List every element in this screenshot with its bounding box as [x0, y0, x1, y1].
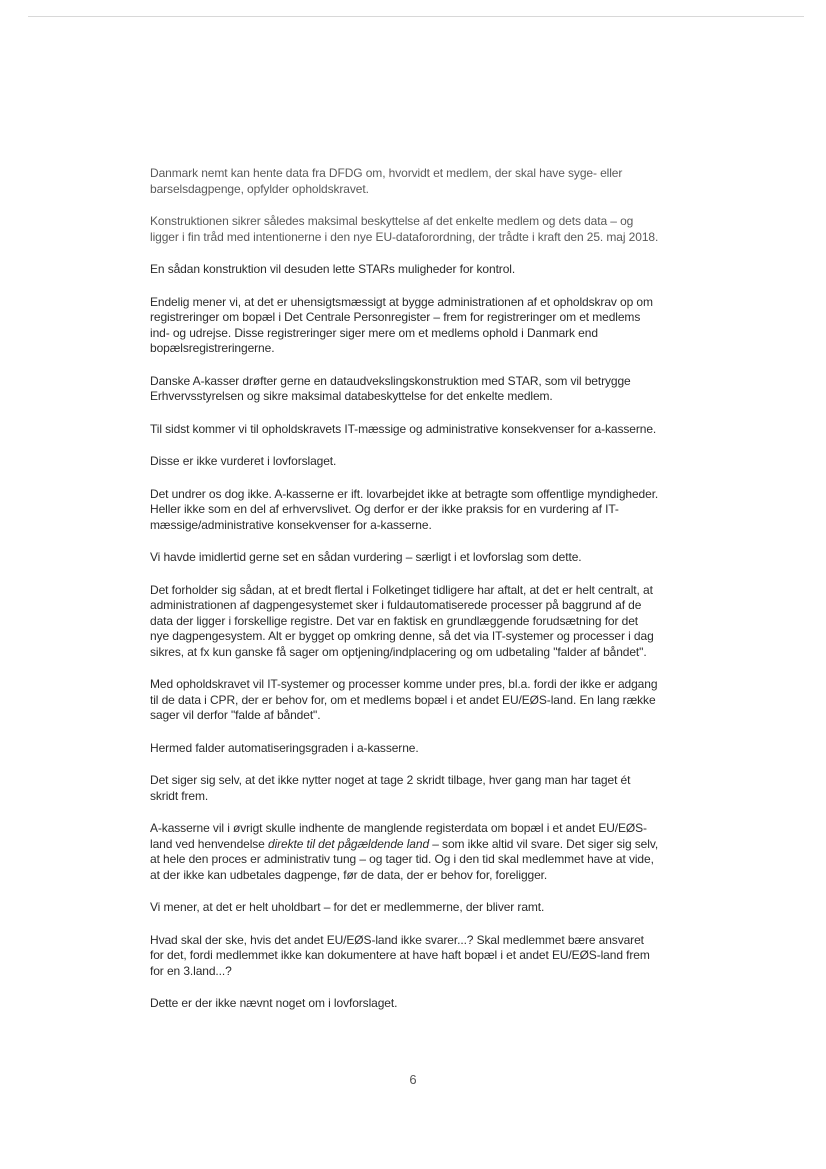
paragraph: Det siger sig selv, at det ikke nytter noget at tage 2 skridt tilbage, hver gang man har taget ét skridt frem.	[150, 773, 631, 803]
paragraph: Hermed falder automatiseringsgraden i a-kasserne.	[150, 740, 419, 755]
paragraph-text: – som ikke altid vil svare. Det siger sig selv, at hele den proces er administrativ tung – og tager tid. Og i den tid skal medlemmet have at vide, at der ikke kan udbetales dagpenge, før de data, der er behov for, foreligger.	[150, 836, 659, 882]
paragraph: Det forholder sig sådan, at et bredt flertal i Folketinget tidligere har aftalt, at det er helt centralt, at administrationen af dagpengesystemet sker i fuldautomatiserede processer på baggrund af de data der ligger i forskellige registre. Det var en faktisk en grundlæggende forudsætning for det nye dagpengesystem. Alt er bygget op omkring denne, så det via IT-systemer og processer i dag sikres, at fx kun ganske få sager om optjening/indplacering og om udbetaling "falder af båndet".	[150, 582, 654, 659]
paragraph: Vi mener, at det er helt uholdbart – for det er medlemmerne, der bliver ramt.	[150, 900, 545, 914]
paragraph-text: A-kasserne vil i øvrigt skulle indhente de manglende registerdata om bopæl i et andet EU/EØS-land ved henvendelse	[150, 821, 647, 851]
page-number: 6	[409, 1072, 417, 1087]
paragraph: Disse er ikke vurderet i lovforslaget.	[150, 454, 337, 468]
emphasized-text: direkte til det pågældende land	[268, 836, 430, 851]
paragraph: Endelig mener vi, at det er uhensigtsmæssigt at bygge administrationen af et opholdskrav op om registreringer om bopæl i Det Centrale Personregister – frem for registreringer om et medlems ind- og udrejse. Disse registreringer siger mere om et medlems ophold i Danmark end bopælsregistreringerne.	[150, 294, 653, 355]
paragraph: Konstruktionen sikrer således maksimal beskyttelse af det enkelte medlem og dets data – og ligger i fin tråd med intentionerne i den nye EU-dataforordning, der trådte i kraft den 25. maj 2018.	[150, 214, 659, 244]
paragraph: Vi havde imidlertid gerne set en sådan vurdering – særligt i et lovforslag som dette.	[150, 550, 582, 564]
document-body	[150, 166, 660, 1029]
paragraph: Det undrer os dog ikke. A-kasserne er ift. lovarbejdet ikke at betragte som offentlige myndigheder. Heller ikke som en del af erhvervslivet. Og derfor er der ikke praksis for en vurdering af IT-mæssige/administrative konsekvenser for a-kasserne.	[150, 486, 659, 532]
paragraph-with-emphasis	[150, 821, 660, 883]
paragraph: Danske A-kasser drøfter gerne en dataudvekslingskonstruktion med STAR, som vil betrygge Erhvervsstyrelsen og sikre maksimal databeskyttelse for det enkelte medlem.	[150, 373, 631, 403]
paragraph: Hvad skal der ske, hvis det andet EU/EØS-land ikke svarer...? Skal medlemmet bære ansvaret for det, fordi medlemmet ikke kan dokumentere at have haft bopæl i et andet EU/EØS-land frem for en 3.land...?	[150, 932, 650, 978]
paragraph: Til sidst kommer vi til opholdskravets IT-mæssige og administrative konsekvenser for a-kasserne.	[150, 421, 657, 436]
scan-edge-line	[28, 16, 804, 17]
paragraph: Med opholdskravet vil IT-systemer og processer komme under pres, bl.a. fordi der ikke er adgang til de data i CPR, der er behov for, om et medlems bopæl i et andet EU/EØS-land. En lang række sager vil derfor "falde af båndet".	[150, 677, 658, 722]
paragraph: En sådan konstruktion vil desuden lette STARs muligheder for kontrol.	[150, 262, 516, 276]
paragraph: Dette er der ikke nævnt noget om i lovforslaget.	[150, 996, 398, 1010]
paragraph: Danmark nemt kan hente data fra DFDG om, hvorvidt et medlem, der skal have syge- eller barselsdagpenge, opfylder opholdskravet.	[150, 166, 623, 196]
